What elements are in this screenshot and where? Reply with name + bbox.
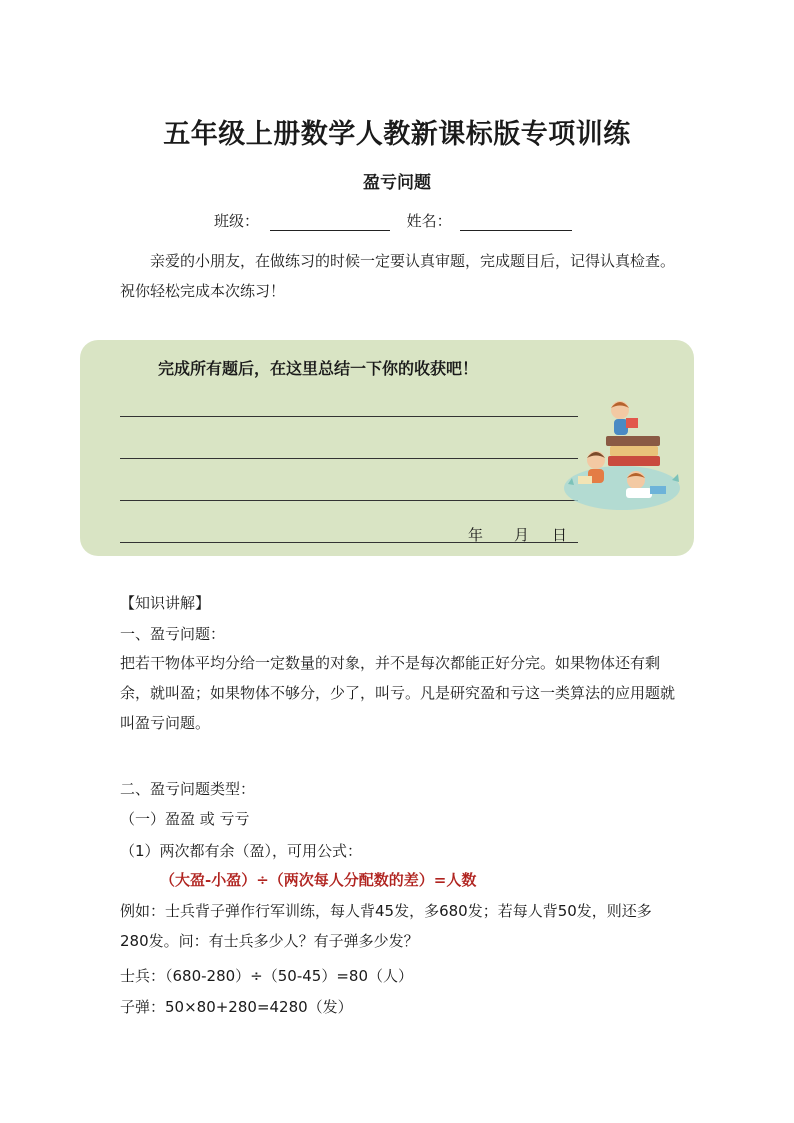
soldiers-solution: 士兵：（680-280）÷（50-45）=80（人） bbox=[120, 967, 413, 985]
class-label: 班级： bbox=[214, 212, 260, 230]
name-blank[interactable] bbox=[460, 212, 572, 231]
summary-line[interactable] bbox=[120, 458, 578, 459]
summary-prompt: 完成所有题后，在这里总结一下你的收获吧！ bbox=[158, 359, 479, 378]
summary-line[interactable] bbox=[120, 416, 578, 417]
page-subtitle: 盈亏问题 bbox=[363, 173, 431, 193]
month-label: 月 bbox=[514, 526, 530, 544]
bullets-solution: 子弹：50×80+280=4280（发） bbox=[120, 998, 353, 1016]
summary-box bbox=[80, 340, 694, 556]
student-info-row bbox=[214, 210, 572, 231]
section-1-title: 一、盈亏问题： bbox=[120, 625, 226, 643]
year-label: 年 bbox=[468, 526, 484, 544]
class-blank[interactable] bbox=[270, 212, 390, 231]
children-reading-illustration bbox=[564, 398, 690, 516]
case-1-title: （1）两次都有余（盈），可用公式： bbox=[120, 842, 363, 860]
section-2-title: 二、盈亏问题类型： bbox=[120, 780, 256, 798]
example-paragraph: 例如：士兵背子弹作行军训练，每人背45发，多680发；若每人背50发，则还多280发。问：有士兵多少人？有子弹多少发？ bbox=[120, 902, 652, 950]
page-title: 五年级上册数学人教新课标版专项训练 bbox=[163, 119, 631, 150]
subsection-1-title: （一）盈盈 或 亏亏 bbox=[120, 810, 250, 828]
intro-paragraph: 亲爱的小朋友，在做练习的时候一定要认真审题，完成题目后，记得认真检查。祝你轻松完成本次练习！ bbox=[120, 252, 676, 300]
summary-line[interactable] bbox=[120, 500, 578, 501]
name-label: 姓名： bbox=[406, 212, 452, 230]
section-1-body: 把若干物体平均分给一定数量的对象，并不是每次都能正好分完。如果物体还有剩余，就叫盈；如果物体不够分，少了，叫亏。凡是研究盈和亏这一类算法的应用题就叫盈亏问题。 bbox=[120, 654, 676, 732]
knowledge-heading: 【知识讲解】 bbox=[120, 594, 211, 612]
date-line[interactable] bbox=[120, 524, 578, 543]
day-label: 日 bbox=[552, 526, 568, 544]
formula-text: （大盈-小盈）÷（两次每人分配数的差）=人数 bbox=[160, 871, 477, 889]
